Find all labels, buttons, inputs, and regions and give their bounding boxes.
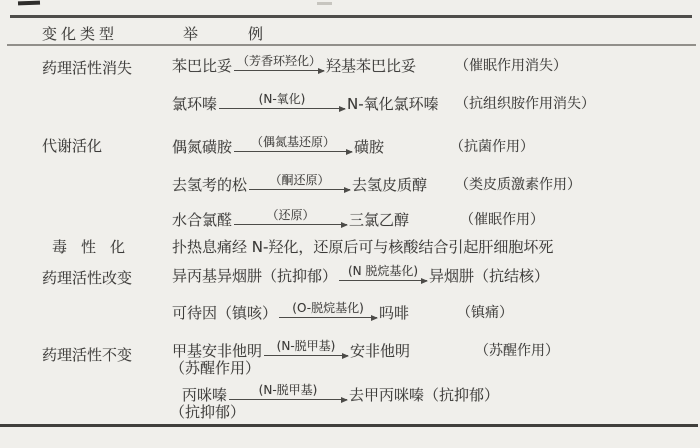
substrate-name: 异丙基异烟肼（抗抑郁） [172, 267, 338, 285]
reaction-row [172, 264, 550, 286]
product-name: 安非他明 [350, 342, 411, 360]
product-name: 羟基苯巴比妥 [326, 57, 417, 75]
reaction-type-label: （还原） [266, 208, 315, 222]
category-activity-unchanged: 药理活性不变 [42, 346, 133, 364]
substrate-name: 苯巴比妥 [172, 57, 233, 75]
reaction-row [172, 173, 581, 195]
reaction-row [172, 301, 513, 323]
substrate-name: 偶氮磺胺 [172, 138, 233, 156]
scan-smudge [317, 2, 332, 5]
reaction-arrow [249, 167, 350, 190]
reaction-row [170, 383, 500, 421]
effect-note: （催眠作用） [460, 212, 544, 228]
product-name: 去甲丙咪嗪（抗抑郁） [349, 386, 500, 404]
scan-smudge [18, 1, 40, 6]
reaction-arrow [229, 377, 347, 400]
reaction-arrow [279, 295, 377, 318]
reaction-row [172, 54, 567, 76]
column-header-example: 举例 [183, 25, 314, 43]
reaction-arrow [234, 129, 352, 152]
effect-note: （催眠作用消失） [455, 58, 567, 74]
reaction-type-label: （芳香环羟化） [237, 54, 322, 68]
category-activity-loss: 药理活性消失 [42, 59, 133, 77]
reaction-type-label: （酮还原） [269, 173, 330, 187]
product-name: 三氯乙醇 [349, 211, 410, 229]
product-name: N-氧化氯环嗪 [347, 95, 439, 113]
reaction-type-label: (N-氧化) [258, 92, 306, 106]
product-name: 吗啡 [379, 304, 410, 322]
effect-note: （类皮质激素作用） [455, 177, 581, 193]
reaction-arrow [234, 48, 324, 71]
product-name: 异烟肼（抗结核） [429, 267, 550, 285]
effect-note: （镇痛） [457, 305, 513, 321]
reaction-arrow [264, 333, 348, 356]
table-top-rule [10, 15, 692, 18]
table-bottom-rule [0, 424, 698, 427]
reaction-row [172, 208, 544, 230]
category-metabolic-activation: 代谢活化 [42, 137, 103, 155]
reaction-arrow [219, 86, 345, 109]
substrate-name: 氯环嗪 [172, 95, 218, 113]
reaction-type-label: (N-脱甲基) [276, 339, 336, 353]
product-name: 磺胺 [354, 138, 385, 156]
reaction-type-label: (O-脱烷基化) [292, 301, 364, 315]
effect-note: （抗组织胺作用消失） [455, 96, 595, 112]
substrate-effect-note: （抗抑郁） [170, 403, 246, 421]
substrate-name: 丙咪嗪 [182, 386, 228, 404]
category-activity-change: 药理活性改变 [42, 269, 133, 287]
reaction-type-label: (N 脱烷基化) [347, 264, 419, 278]
substrate-effect-note: （苏醒作用） [170, 359, 261, 377]
toxicity-example-text: 扑热息痛经 N-羟化，还原后可与核酸结合引起肝细胞坏死 [172, 238, 554, 256]
category-toxification: 毒性化 [52, 238, 140, 256]
reaction-row [170, 339, 559, 377]
substrate-name: 甲基安非他明 [172, 342, 263, 360]
reaction-type-label: （偶氮基还原） [251, 135, 336, 149]
reaction-type-label: (N-脱甲基) [258, 383, 318, 397]
header-separator-rule [7, 44, 696, 46]
reaction-row [172, 92, 595, 114]
reaction-arrow [234, 202, 347, 225]
substrate-name: 去氢考的松 [172, 176, 248, 194]
reaction-arrow [339, 258, 427, 281]
substrate-name: 可待因（镇咳） [172, 304, 278, 322]
product-name: 去氢皮质醇 [352, 176, 428, 194]
column-header-change-type: 变化类型 [42, 25, 119, 43]
reaction-row [172, 135, 534, 157]
substrate-name: 水合氯醛 [172, 211, 233, 229]
effect-note: （抗菌作用） [450, 139, 534, 155]
effect-note: （苏醒作用） [475, 343, 559, 359]
